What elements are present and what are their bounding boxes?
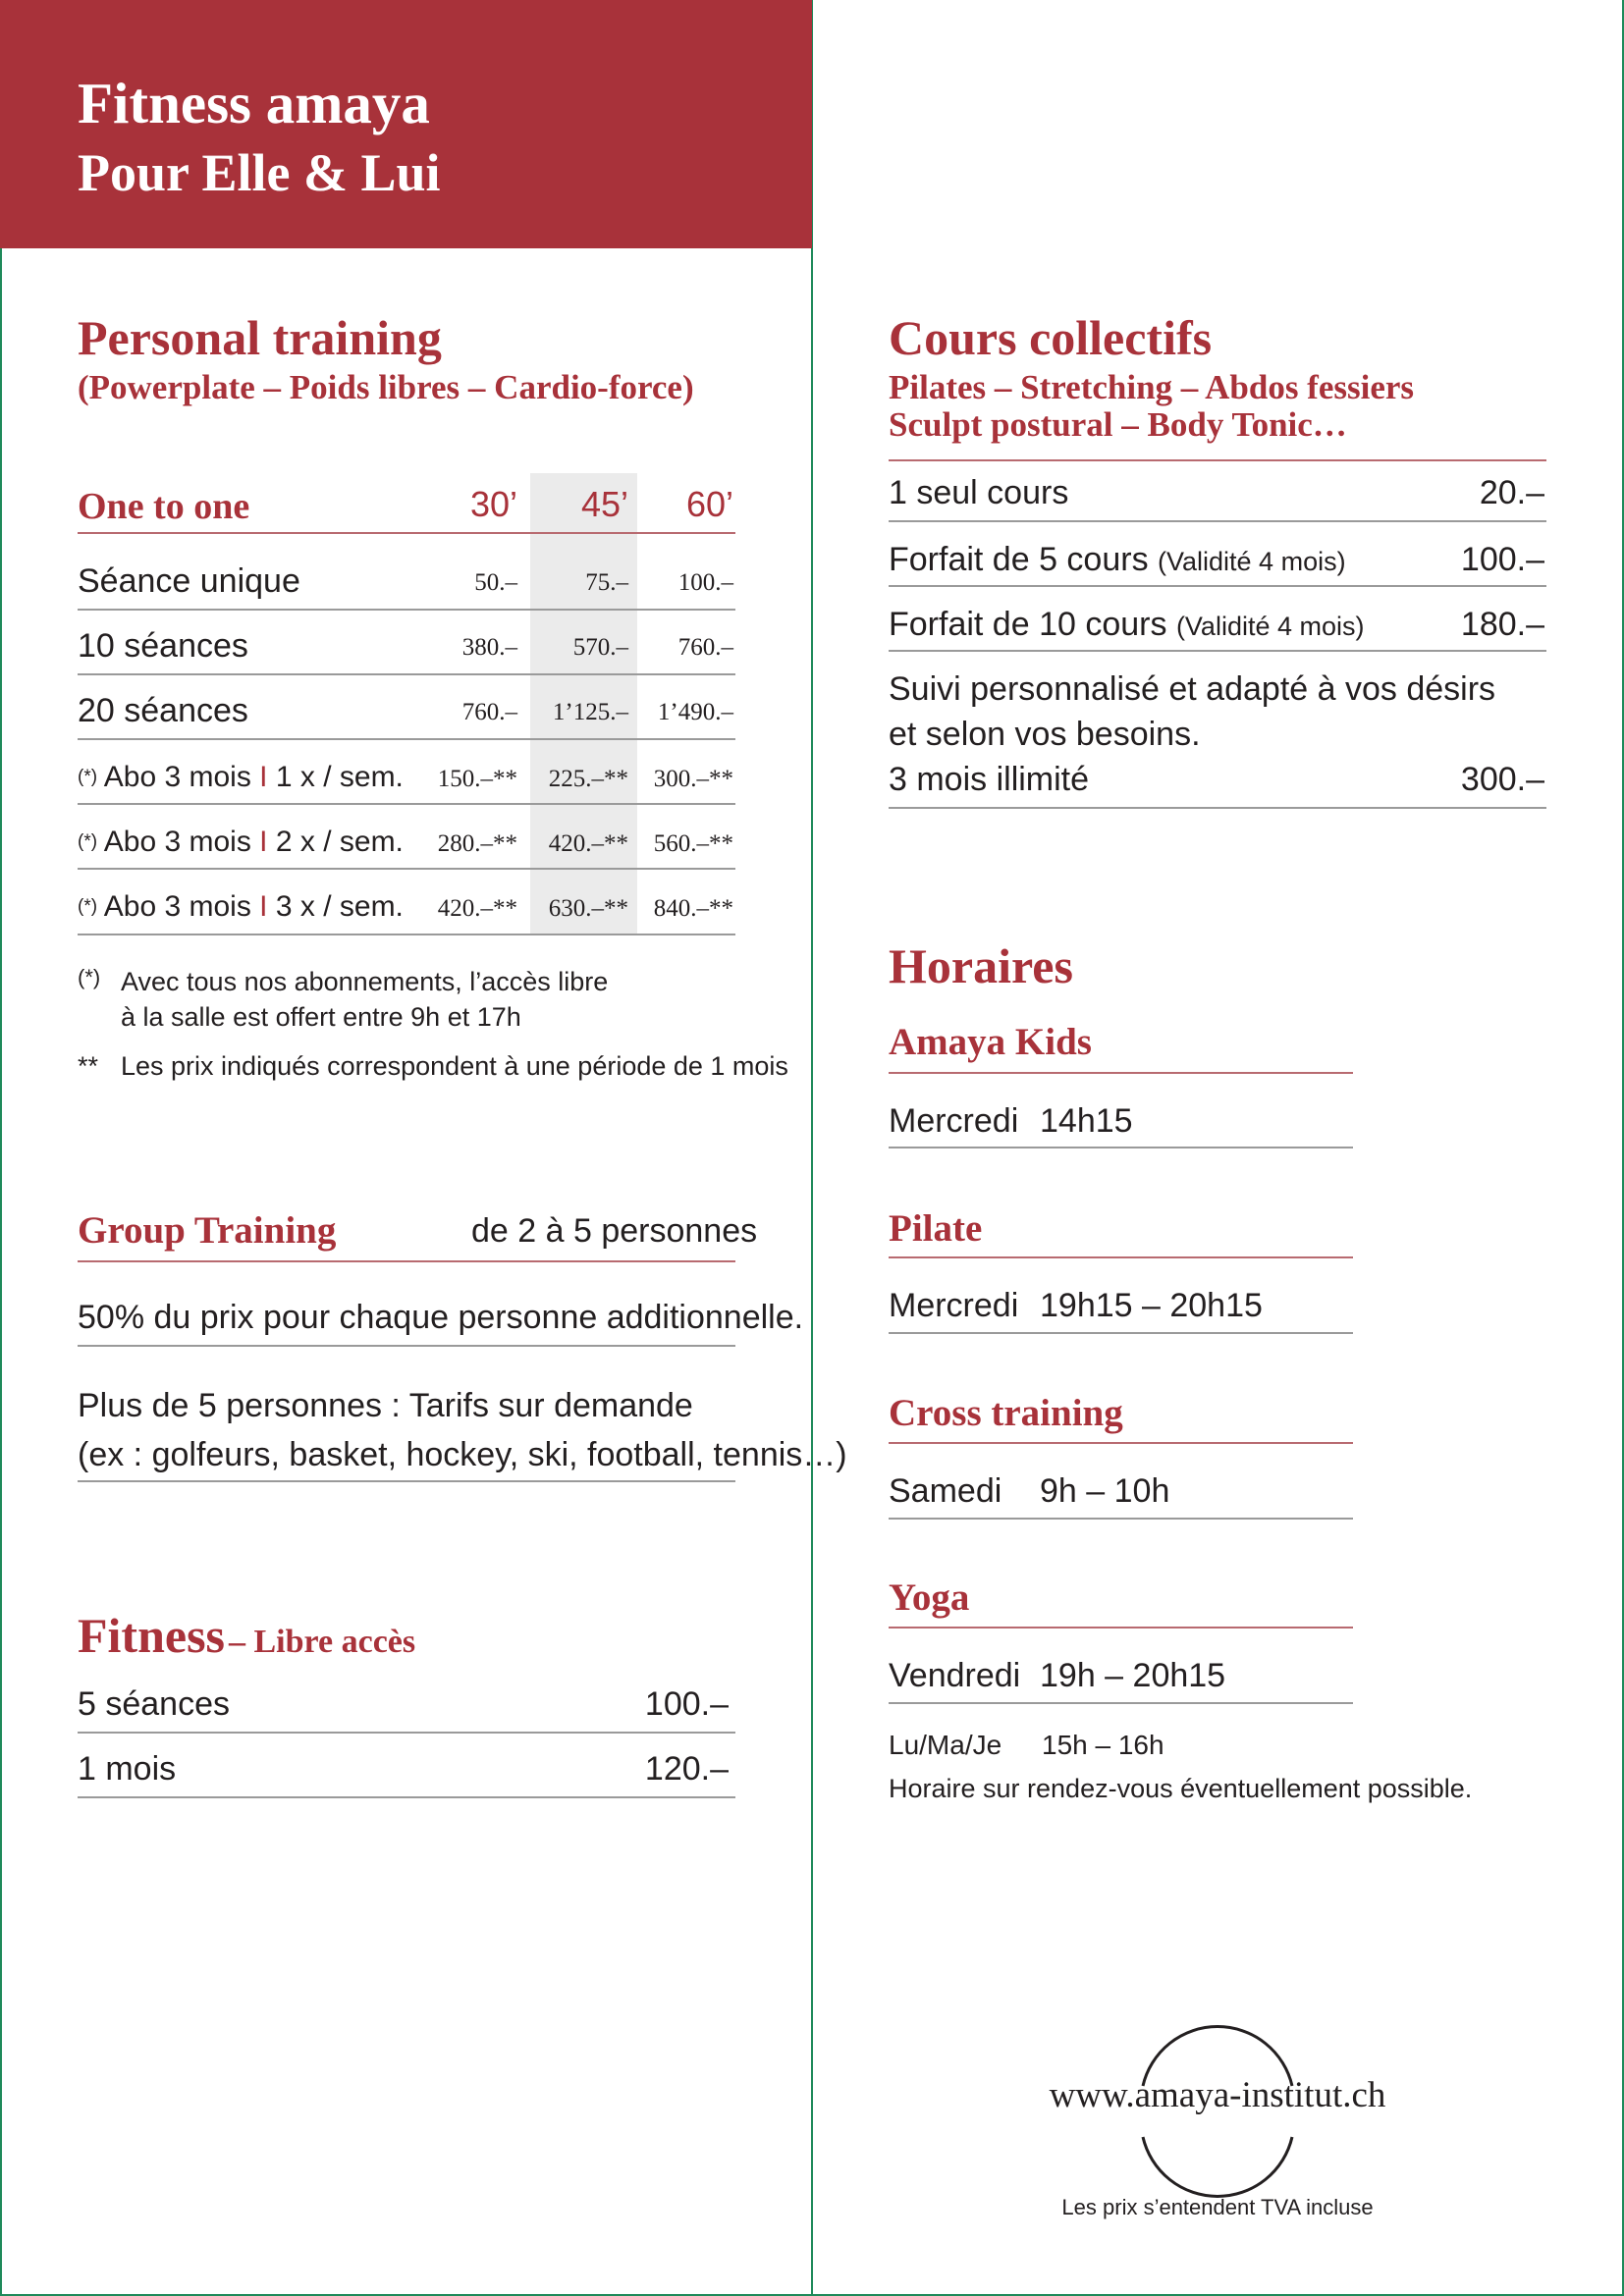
price-cell: 630.–** [548, 895, 628, 922]
fitness-subheading: – Libre accès [229, 1624, 416, 1660]
table-header-rule [78, 532, 735, 534]
cours-row-label: 1 seul cours [889, 474, 1069, 511]
schedule-day: Mercredi [889, 1102, 1019, 1140]
fitness-heading: Fitness [78, 1608, 225, 1663]
page-border-left [0, 0, 2, 2296]
cours-row-price: 20.– [1479, 474, 1544, 511]
price-cell: 560.–** [653, 830, 733, 857]
cours-row-name: Forfait de 10 cours [889, 606, 1167, 643]
col-header-45: 45’ [580, 484, 628, 524]
row-rule [889, 1332, 1353, 1334]
horaires-title: Horaires [889, 938, 1073, 993]
price-cell: 225.–** [548, 766, 628, 792]
abo-name: Abo 3 mois [103, 826, 251, 858]
price-cell: 420.–** [437, 895, 517, 922]
cours-row-detail: (Validité 4 mois) [1175, 612, 1365, 641]
col-header-30: 30’ [469, 484, 517, 524]
separator-bar: I [259, 826, 268, 858]
row-rule [889, 585, 1546, 587]
schedule-time: 14h15 [1040, 1102, 1133, 1140]
fitness-row-label: 5 séances [78, 1685, 230, 1723]
suivi-line: Suivi personnalisé et adapté à vos désirs [889, 670, 1496, 708]
schedule-time: 19h15 – 20h15 [1040, 1287, 1263, 1324]
personal-training-title: Personal training [78, 310, 442, 365]
row-label: 10 séances [78, 627, 248, 665]
row-rule [78, 1732, 735, 1734]
row-rule [78, 934, 735, 935]
fitness-row-price: 100.– [644, 1685, 729, 1723]
abo-frequency: 3 x / sem. [275, 890, 404, 923]
group-training-line: 50% du prix pour chaque personne additionnelle. [78, 1299, 804, 1336]
cours-collectifs-subtitle: Pilates – Stretching – Abdos fessiers [889, 368, 1415, 406]
cours-row-detail: (Validité 4 mois) [1158, 547, 1346, 576]
row-rule [889, 1702, 1353, 1704]
row-rule [78, 1345, 735, 1347]
footnote-marker: (*) [78, 896, 98, 917]
suivi-label: 3 mois illimité [889, 761, 1090, 798]
cours-row-price: 180.– [1460, 606, 1544, 643]
header-subtitle: Pour Elle & Lui [78, 143, 441, 202]
price-cell: 100.– [677, 569, 733, 596]
abo-row-label [78, 887, 404, 927]
schedule-rule [889, 1072, 1353, 1074]
price-cell: 840.–** [653, 895, 733, 922]
schedule-day: Mercredi [889, 1287, 1019, 1324]
row-rule [889, 650, 1546, 652]
fold-line [811, 0, 813, 2296]
suivi-line: et selon vos besoins. [889, 716, 1201, 753]
fitness-row-price: 120.– [644, 1750, 729, 1788]
schedule-time: 9h – 10h [1040, 1472, 1170, 1510]
row-rule [889, 807, 1546, 809]
price-cell: 760.– [461, 699, 517, 725]
abo-frequency: 1 x / sem. [275, 761, 404, 793]
schedule-title: Amaya Kids [889, 1021, 1092, 1063]
row-rule [78, 673, 735, 675]
row-rule [78, 1480, 735, 1482]
cours-collectifs-title: Cours collectifs [889, 310, 1213, 365]
row-rule [78, 1796, 735, 1798]
row-label: 20 séances [78, 692, 248, 729]
header-title: Fitness amaya [78, 71, 430, 135]
one-to-one-label: One to one [78, 486, 250, 527]
row-label: Séance unique [78, 562, 300, 600]
separator-bar: I [259, 761, 268, 793]
price-cell: 50.– [474, 569, 517, 596]
row-rule [78, 738, 735, 740]
row-rule [78, 609, 735, 611]
group-training-title: Group Training [78, 1209, 337, 1252]
schedule-title: Cross training [889, 1392, 1123, 1434]
footnote-marker: (*) [78, 831, 98, 852]
note-marker-double-star: ** [78, 1051, 99, 1081]
row-rule [889, 1518, 1353, 1520]
schedule-rule [889, 1442, 1353, 1444]
group-training-line: Plus de 5 personnes : Tarifs sur demande [78, 1387, 693, 1424]
price-cell: 280.–** [437, 830, 517, 857]
abo-frequency: 2 x / sem. [275, 826, 404, 858]
suivi-price: 300.– [1460, 761, 1544, 798]
note-line: Avec tous nos abonnements, l’accès libre [121, 967, 609, 996]
col-header-60: 60’ [685, 484, 733, 524]
cours-row-price: 100.– [1460, 541, 1544, 578]
note-line: à la salle est offert entre 9h et 17h [121, 1002, 521, 1032]
extra-schedule-note: Horaire sur rendez-vous éventuellement possible. [889, 1774, 1473, 1803]
group-training-line: (ex : golfeurs, basket, hockey, ski, football, tennis…) [78, 1436, 847, 1473]
abo-name: Abo 3 mois [103, 890, 251, 923]
price-cell: 1’125.– [552, 699, 628, 725]
fitness-title [78, 1606, 415, 1678]
website-url[interactable]: www.amaya-institut.ch [1049, 2075, 1386, 2115]
personal-training-subtitle: (Powerplate – Poids libres – Cardio-force) [78, 368, 694, 406]
row-rule [889, 1147, 1353, 1148]
cours-row-label [889, 540, 1346, 581]
schedule-rule [889, 1627, 1353, 1629]
group-training-rule [78, 1260, 735, 1262]
price-cell: 760.– [677, 634, 733, 661]
schedule-time: 19h – 20h15 [1040, 1657, 1226, 1694]
schedule-day: Samedi [889, 1472, 1002, 1510]
price-cell: 380.– [461, 634, 517, 661]
extra-schedule-time: 15h – 16h [1042, 1730, 1164, 1760]
row-rule [889, 520, 1546, 522]
price-cell: 570.– [572, 634, 628, 661]
cours-row-name: Forfait de 5 cours [889, 541, 1149, 578]
price-cell: 300.–** [653, 766, 733, 792]
abo-row-label [78, 823, 404, 862]
cours-row-label [889, 605, 1365, 646]
cours-collectifs-subtitle: Sculpt postural – Body Tonic… [889, 405, 1347, 444]
tva-note: Les prix s’entendent TVA incluse [1061, 2195, 1374, 2219]
abo-row-label [78, 758, 404, 797]
fitness-row-label: 1 mois [78, 1750, 177, 1788]
cours-header-rule [889, 459, 1546, 461]
group-training-note: de 2 à 5 personnes [471, 1212, 758, 1250]
footnote-marker: (*) [78, 767, 98, 787]
note-marker-star: (*) [78, 965, 101, 989]
schedule-rule [889, 1256, 1353, 1258]
price-cell: 75.– [585, 569, 628, 596]
price-cell: 150.–** [437, 766, 517, 792]
separator-bar: I [259, 890, 268, 923]
price-cell: 1’490.– [657, 699, 733, 725]
extra-schedule-day: Lu/Ma/Je [889, 1730, 1002, 1760]
row-rule [78, 803, 735, 805]
schedule-day: Vendredi [889, 1657, 1021, 1694]
schedule-title: Pilate [889, 1207, 983, 1250]
price-cell: 420.–** [548, 830, 628, 857]
abo-name: Abo 3 mois [103, 761, 251, 793]
schedule-title: Yoga [889, 1576, 970, 1619]
row-rule [78, 868, 735, 870]
note-line: Les prix indiqués correspondent à une période de 1 mois [121, 1051, 788, 1081]
